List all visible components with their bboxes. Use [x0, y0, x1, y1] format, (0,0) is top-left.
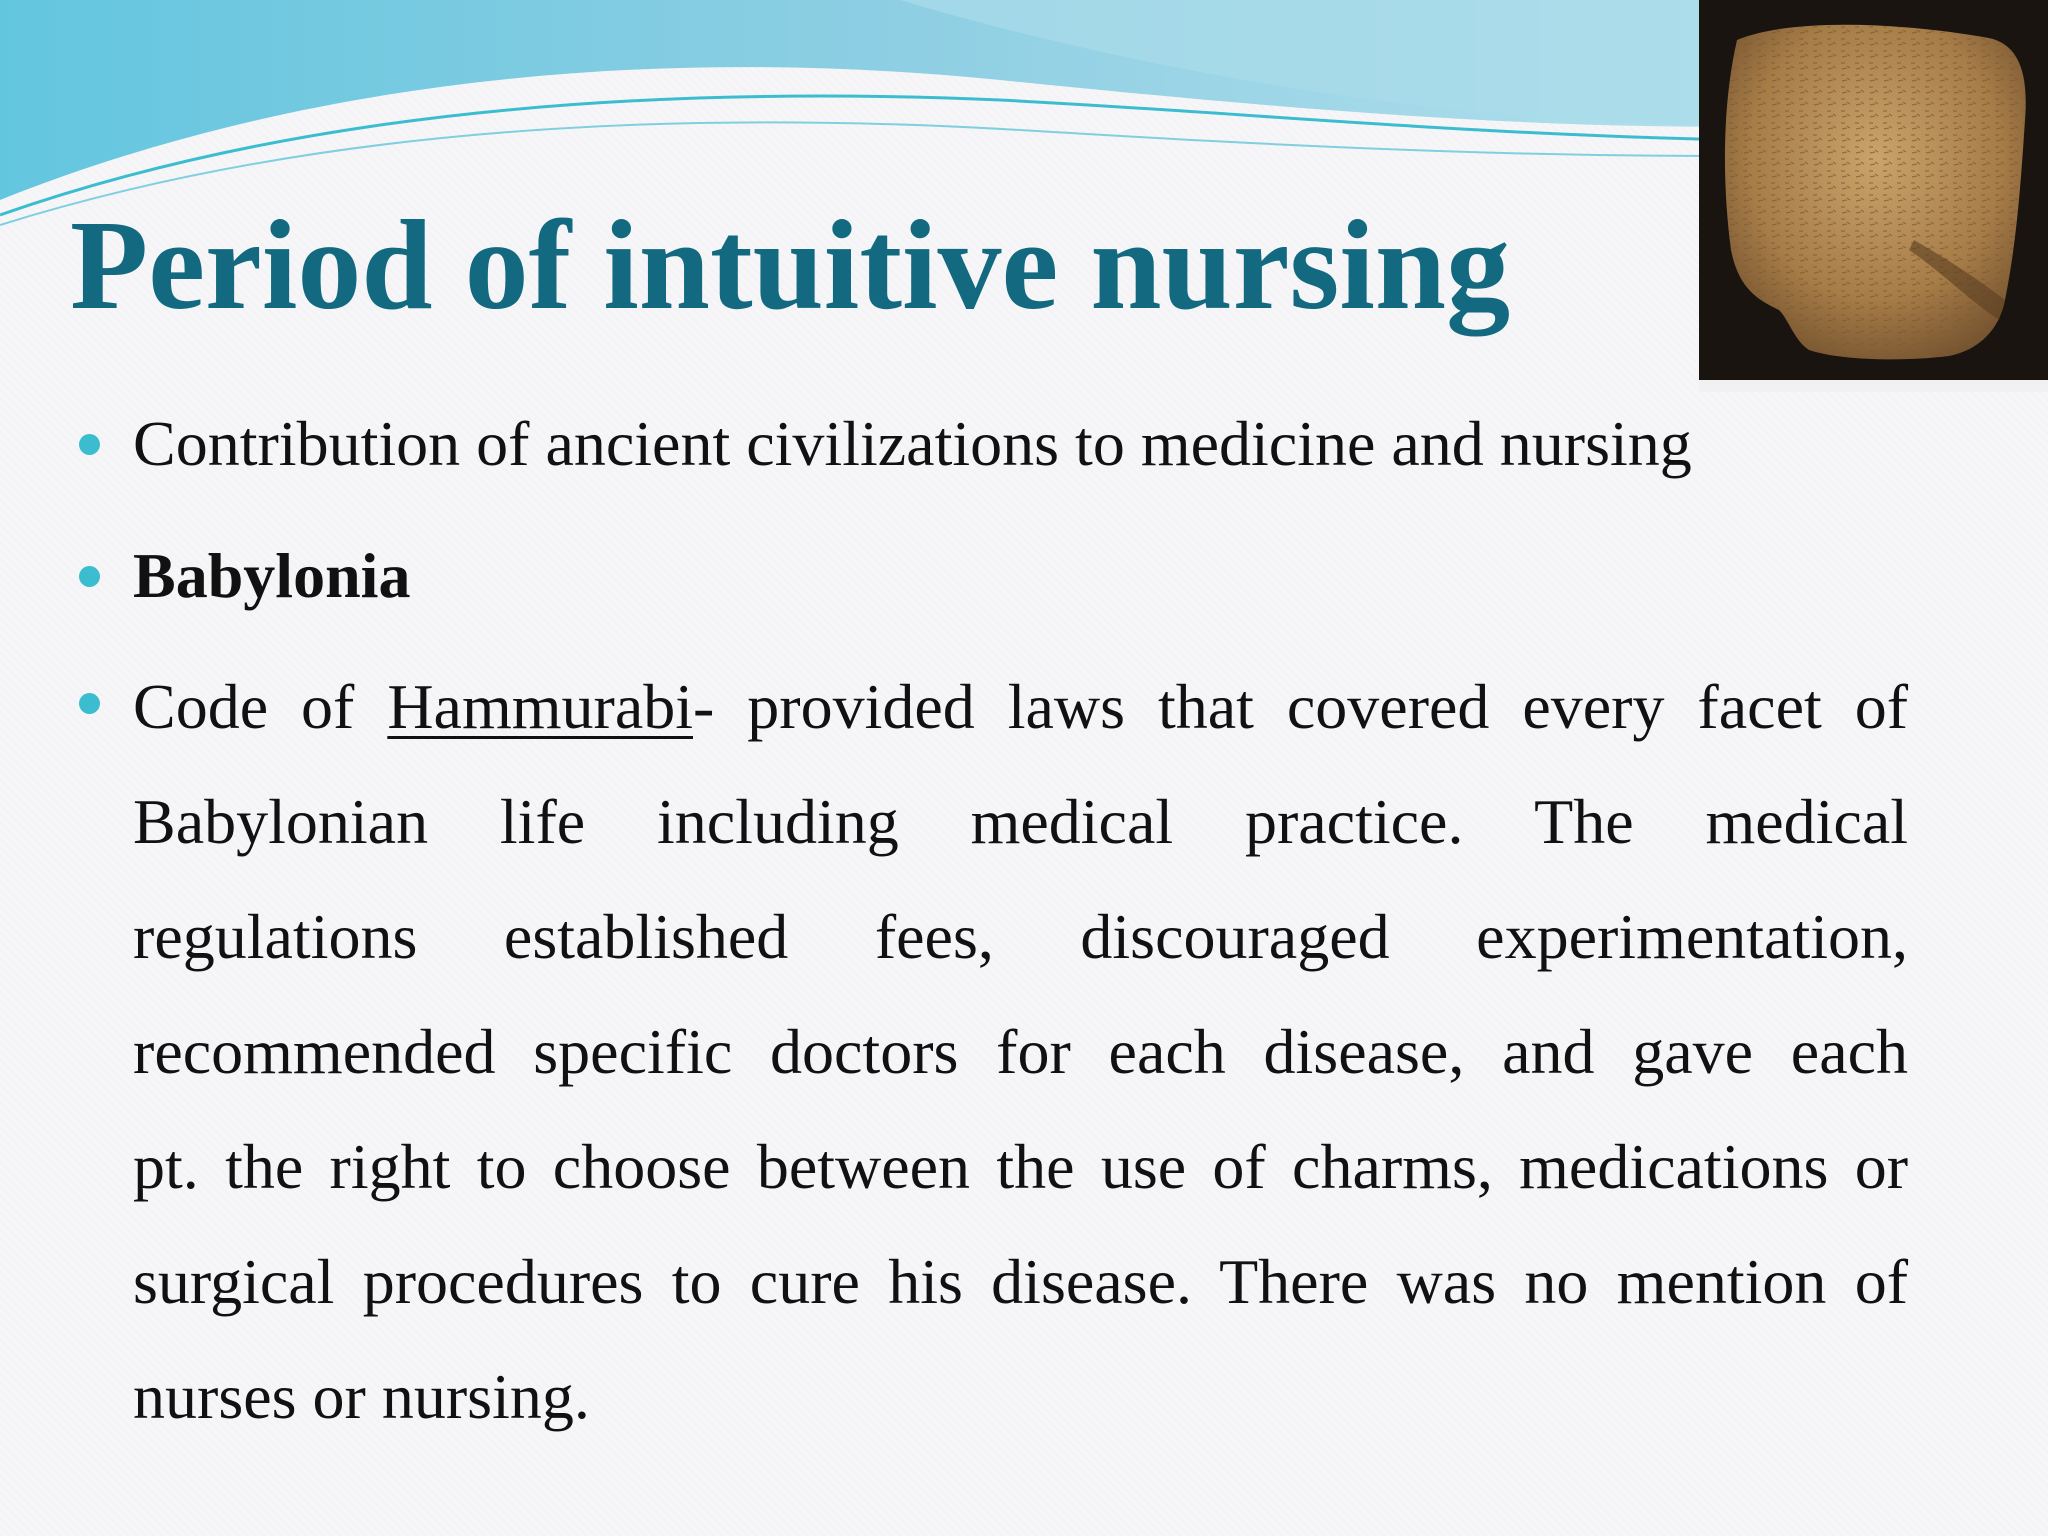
paragraph-line: regulations established fees, discouraged experimentation,: [133, 901, 1908, 972]
bullet-dot-icon: [79, 566, 100, 587]
bullet-dot-icon: [79, 434, 100, 455]
paragraph-line: surgical procedures to cure his disease. There was no mention of: [133, 1246, 1908, 1317]
paragraph-line: pt. the right to choose between the use of charms, medications or: [133, 1131, 1908, 1202]
hammurabi-link-text: Hammurabi: [387, 671, 693, 742]
hammurabi-paragraph: [133, 649, 1908, 1454]
paragraph-line: nurses or nursing.: [133, 1361, 590, 1432]
bullet-dot-icon: [79, 693, 100, 714]
paragraph-line: [133, 649, 1908, 764]
bullet-text: Contribution of ancient civilizations to medicine and nursing: [133, 408, 1692, 479]
slide-title: Period of intuitive nursing: [70, 194, 1511, 336]
line-rest: - provided laws that covered every facet of: [693, 671, 1909, 742]
bullet-heading-babylonia: Babylonia: [133, 540, 411, 611]
paragraph-line: Babylonian life including medical practice. The medical: [133, 786, 1908, 857]
paragraph-line: recommended specific doctors for each disease, and gave each: [133, 1016, 1908, 1087]
line-prefix: Code of: [133, 671, 388, 742]
